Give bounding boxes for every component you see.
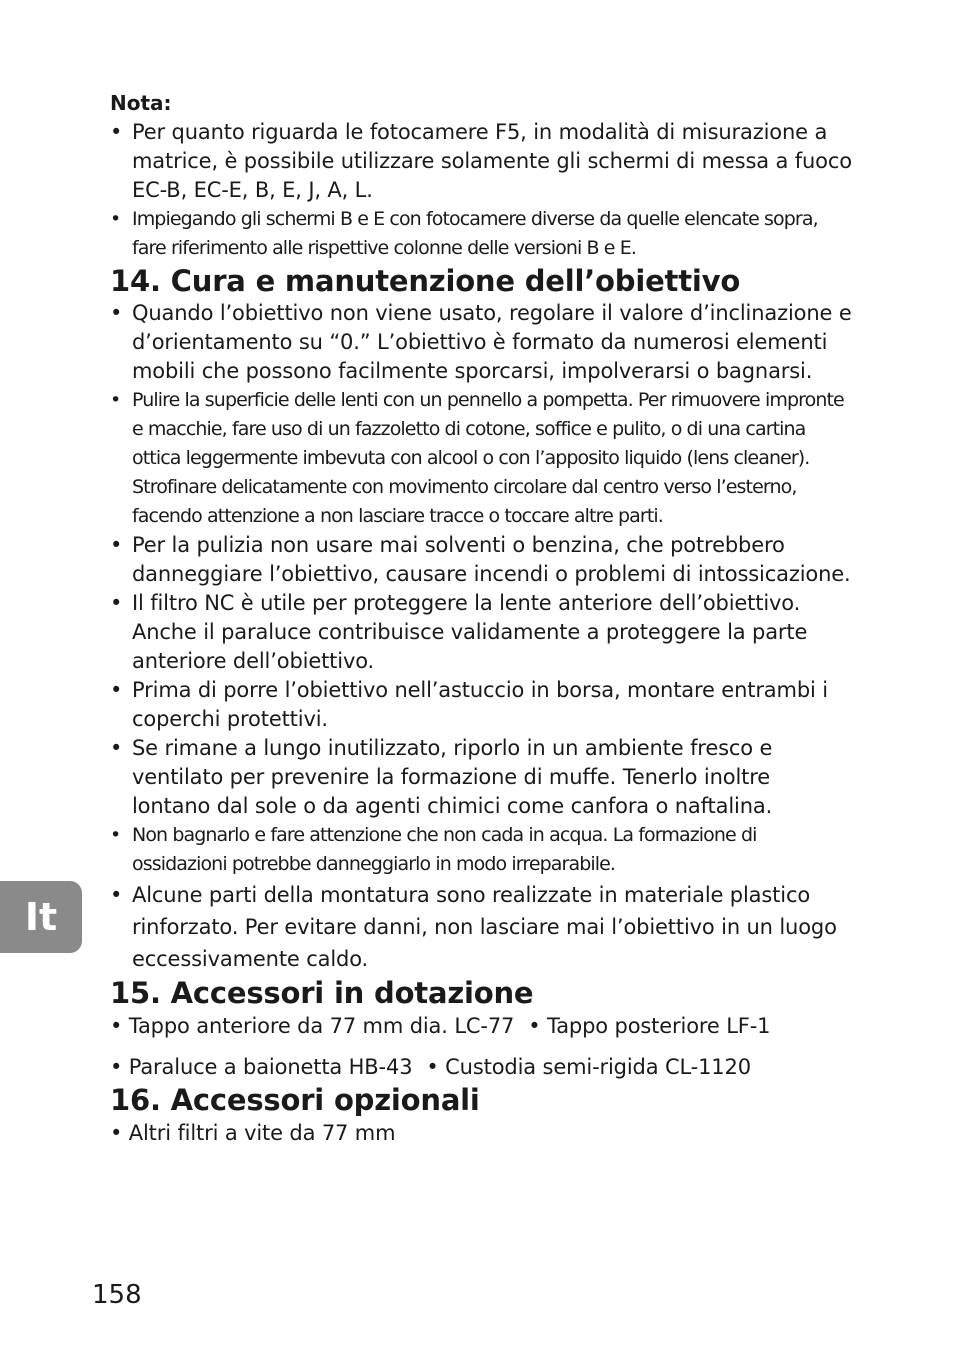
care-item: • Se rimane a lungo inutilizzato, riporlo in un ambiente fresco e ventilato per prevenire la formazione di muffe. Tenerlo inoltre lontano dal sole o da agenti chimici come canfora o naftalina. (110, 734, 852, 821)
supplied-accessories-row (110, 1052, 852, 1082)
optional-accessory-item: • Altri filtri a vite da 77 mm (110, 1121, 396, 1145)
note-item: • Impiegando gli schermi B e E con fotocamere diverse da quelle elencate sopra, fare riferimento alle rispettive colonne delle versioni B e E. (110, 205, 852, 263)
note-title: Nota: (110, 91, 172, 115)
care-item: • Alcune parti della montatura sono realizzate in materiale plastico rinforzato. Per evitare danni, non lasciare mai l’obiettivo in un luogo eccessivamente caldo. (110, 879, 852, 975)
accessory-item: • Paraluce a baionetta HB-43 (110, 1055, 413, 1079)
care-item: • Il filtro NC è utile per proteggere la lente anteriore dell’obiettivo. Anche il paraluce contribuisce validamente a proteggere la parte anteriore dell’obiettivo. (110, 589, 852, 676)
care-item: • Prima di porre l’obiettivo nell’astuccio in borsa, montare entrambi i coperchi protettivi. (110, 676, 852, 734)
section-14-heading: 14. Cura e manutenzione dell’obiettivo (110, 264, 741, 298)
note-list (110, 118, 852, 263)
accessory-item: • Tappo anteriore da 77 mm dia. LC-77 (110, 1014, 515, 1038)
care-item: • Per la pulizia non usare mai solventi o benzina, che potrebbero danneggiare l’obiettivo, causare incendi o problemi di intossicazione. (110, 531, 852, 589)
page-number: 158 (92, 1280, 142, 1310)
note-item: • Per quanto riguarda le fotocamere F5, in modalità di misurazione a matrice, è possibile utilizzare solamente gli schermi di messa a fuoco EC-B, EC-E, B, E, J, A, L. (110, 118, 852, 205)
care-item: • Quando l’obiettivo non viene usato, regolare il valore d’inclinazione e d’orientamento su “0.” L’obiettivo è formato da numerosi elementi mobili che possono facilmente sporcarsi, impolverarsi o bagnarsi. (110, 299, 852, 386)
accessory-item: • Tappo posteriore LF-1 (528, 1014, 771, 1038)
section-14-list (110, 299, 852, 975)
section-15-heading: 15. Accessori in dotazione (110, 976, 534, 1010)
document-page (110, 88, 852, 1148)
care-item: • Non bagnarlo e fare attenzione che non cada in acqua. La formazione di ossidazioni potrebbe danneggiarlo in modo irreparabile. (110, 821, 852, 879)
section-16-heading: 16. Accessori opzionali (110, 1083, 480, 1117)
supplied-accessories-row (110, 1011, 852, 1041)
care-item: • Pulire la superficie delle lenti con un pennello a pompetta. Per rimuovere impronte e macchie, fare uso di un fazzoletto di cotone, soffice e pulito, o di una cartina ottica leggermente imbevuta con alcool o con l’apposito liquido (lens cleaner). Strofinare delicatamente con movimento circolare dal centro verso l’esterno, facendo attenzione a non lasciare tracce o toccare altre parti. (110, 386, 852, 531)
language-tab (0, 881, 82, 953)
accessory-item: • Custodia semi-rigida CL-1120 (426, 1055, 751, 1079)
language-tab-label: It (24, 895, 58, 939)
